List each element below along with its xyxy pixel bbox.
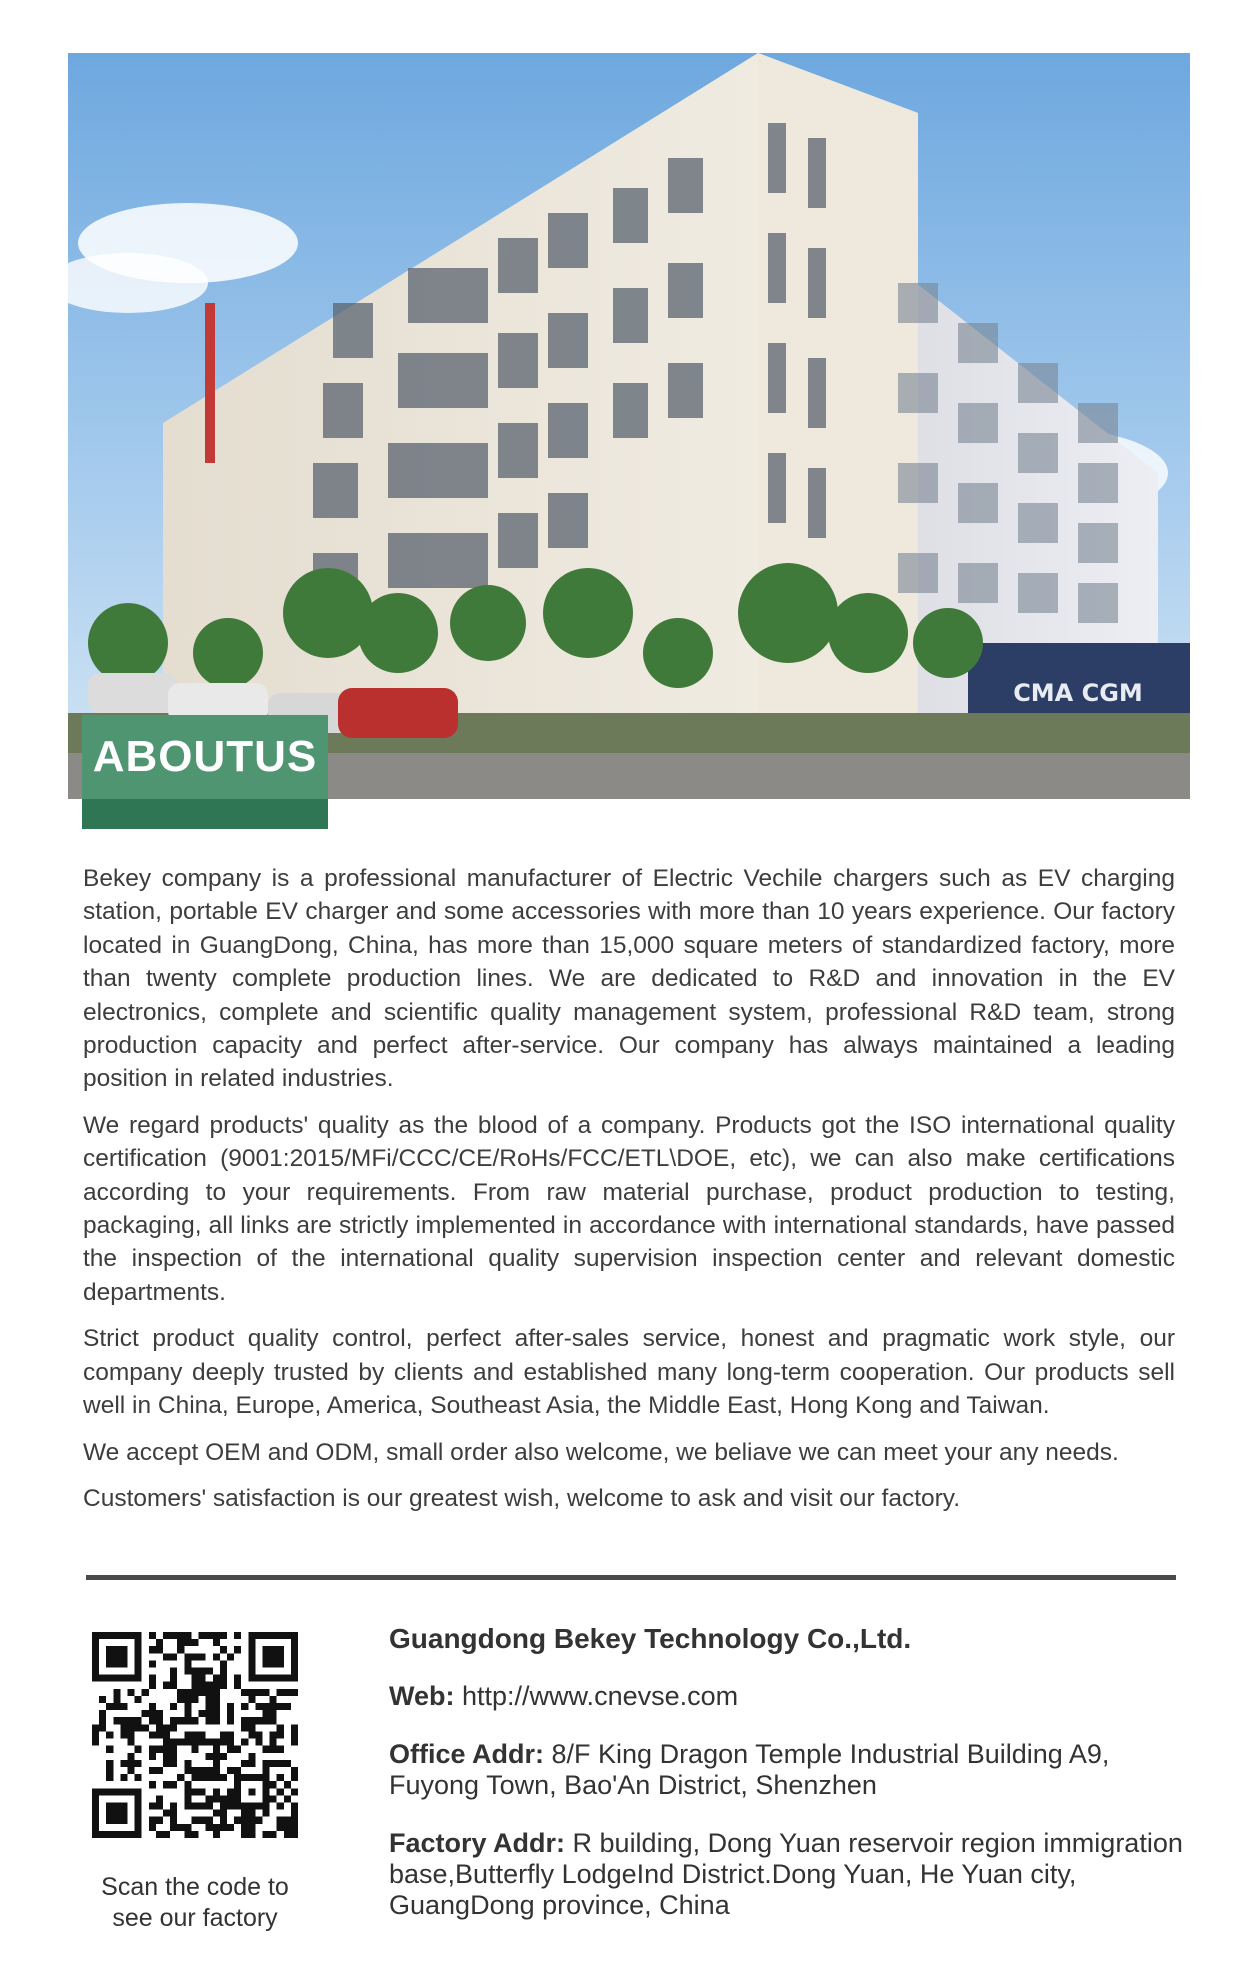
office-address-value: 8/F King Dragon Temple Industrial Building A9, Fuyong Town, Bao'An District, Shenzhen	[389, 1739, 1110, 1800]
qr-caption-line-2: see our factory	[112, 1904, 278, 1932]
web-row	[389, 1681, 1189, 1712]
qr-caption-line-1: Scan the code to	[101, 1873, 289, 1901]
hero-photo	[68, 53, 1190, 799]
about-paragraph-1: Bekey company is a professional manufacturer of Electric Vechile chargers such as EV charging station, portable EV charger and some accessories with more than 10 years experience. Our factory located in GuangDong, China, has more than 15,000 square meters of standardized factory, more than twenty complete production lines. We are dedicated to R&D and innovation in the EV electronics, complete and scientific quality management system, professional R&D team, strong production capacity and perfect after-service. Our company has always maintained a leading position in related industries.	[83, 865, 1175, 1093]
company-name: Guangdong Bekey Technology Co.,Ltd.	[389, 1623, 912, 1654]
factory-address-value: R building, Dong Yuan reservoir region immigration base,Butterfly LodgeInd District.Dong Yuan, He Yuan city, GuangDong province, China	[389, 1828, 1183, 1920]
qr-code-icon[interactable]	[92, 1632, 298, 1838]
section-divider	[86, 1575, 1176, 1580]
office-address-row	[389, 1739, 1189, 1801]
factory-address-row	[389, 1828, 1189, 1921]
office-address-label: Office Addr:	[389, 1739, 544, 1769]
about-paragraph-5: Customers' satisfaction is our greatest wish, welcome to ask and visit our factory.	[83, 1484, 961, 1512]
about-paragraph-4: We accept OEM and ODM, small order also welcome, we beliave we can meet your any needs.	[83, 1438, 1119, 1466]
web-label: Web:	[389, 1681, 455, 1711]
qr-code-graphic	[92, 1632, 298, 1838]
about-paragraph-3: Strict product quality control, perfect after-sales service, honest and pragmatic work style, our company deeply trusted by clients and established many long-term cooperation. Our products sell well in China, Europe, America, Southeast Asia, the Middle East, Hong Kong and Taiwan.	[83, 1325, 1175, 1420]
about-badge-strip	[82, 799, 328, 829]
qr-caption	[80, 1872, 310, 1934]
container-sign: CMA CGM	[1013, 679, 1143, 707]
factory-building-illustration	[68, 53, 1190, 799]
about-paragraph-2: We regard products' quality as the blood of a company. Products got the ISO international quality certification (9001:2015/MFi/CCC/CE/RoHs/FCC/ETL\DOE, etc), we can also make certifications according to your requirements. From raw material purchase, product production to testing, packaging, all links are strictly implemented in accordance with international standards, have passed the inspection of the international quality supervision inspection center and relevant domestic departments.	[83, 1111, 1175, 1306]
about-title: ABOUTUS	[92, 732, 318, 781]
about-body	[83, 862, 1175, 1528]
factory-address-label: Factory Addr:	[389, 1828, 566, 1858]
web-link[interactable]: http://www.cnevse.com	[462, 1681, 739, 1711]
contact-info	[389, 1623, 1189, 1948]
